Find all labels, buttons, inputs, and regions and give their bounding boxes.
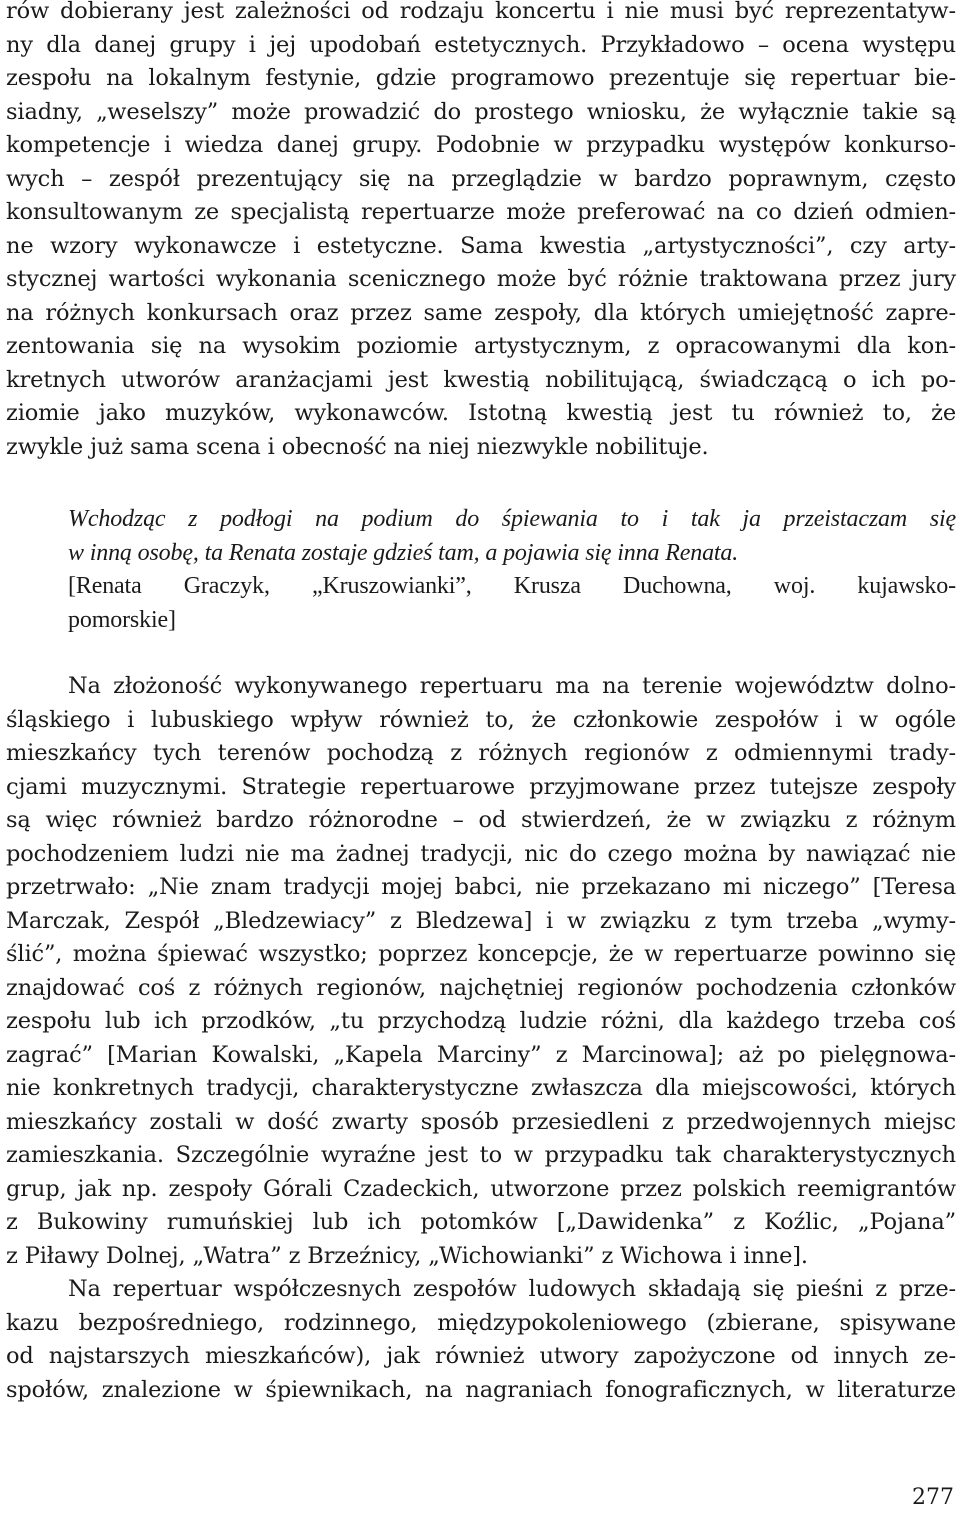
text-line: grup, jak np. zespoły Górali Czadeckich, utworzone przez polskich reemigrantów: [6, 1175, 956, 1202]
quote-line: w inną osobę, ta Renata zostaje gdzieś tam, a pojawia się inna Renata.: [68, 539, 739, 566]
text-line: cjami muzycznymi. Strategie repertuarowe przyjmowane przez tutejsze zespoły: [6, 773, 956, 800]
text-line: kazu bezpośredniego, rodzinnego, międzypokoleniowego (zbierane, spisywane: [6, 1309, 956, 1336]
page-number: 277: [912, 1485, 954, 1510]
text-line: kretnych utworów aranżacjami jest kwestią nobilitującą, świadczącą o ich po-: [6, 366, 956, 393]
text-line: wych – zespół prezentujący się na przeglądzie w bardzo poprawnym, często: [6, 165, 956, 192]
text-line: stycznej wartości wykonania scenicznego może być różnie traktowana przez jury: [6, 266, 956, 292]
text-line: Marczak, Zespół „Bledzewiacy” z Bledzewa] i w związku z tym trzeba „wymy-: [6, 907, 956, 934]
quote-source-line: [Renata Graczyk, „Kruszowianki”, Krusza Duchowna, woj. kujawsko-: [68, 573, 956, 599]
text-line: zamieszkania. Szczególnie wyraźne jest to w przypadku tak charakterystycznych: [6, 1142, 956, 1168]
text-line: mieszkańcy zostali w dość zwarty sposób przesiedleni z przedwojennych miejsc: [6, 1108, 956, 1135]
quote-source-line: pomorskie]: [68, 606, 176, 633]
text-line: znajdować coś z różnych regionów, najchętniej regionów pochodzenia członków: [6, 974, 956, 1001]
text-line: śląskiego i lubuskiego wpływ również to, że członkowie zespołów i w ogóle: [6, 706, 956, 733]
text-line: Na repertuar współczesnych zespołów ludowych składają się pieśni z prze-: [68, 1276, 956, 1302]
text-line: nie konkretnych tradycji, charakterystyczne zwłaszcza dla miejscowości, których: [6, 1075, 956, 1101]
text-line: ślić”, można śpiewać wszystko; poprzez koncepcje, że w repertuarze powinno się: [6, 941, 956, 967]
text-line: Na złożoność wykonywanego repertuaru ma na terenie województw dolno-: [68, 673, 956, 699]
text-line: zespołu lub ich przodków, „tu przychodzą ludzie różni, dla każdego trzeba coś: [6, 1008, 956, 1034]
text-line: ziomie jako muzyków, wykonawców. Istotną kwestią jest tu również to, że: [6, 400, 956, 426]
text-line: z Bukowiny rumuńskiej lub ich potomków [„Dawidenka” z Koźlic, „Pojana”: [6, 1209, 956, 1235]
text-line: kompetencje i wiedza danej grupy. Podobnie w przypadku występów konkurso-: [6, 132, 956, 158]
body-paragraph-1: [6, 0, 956, 464]
body-paragraph-2: [6, 670, 956, 1273]
quote-line: Wchodząc z podłogi na podium do śpiewania to i tak ja przeistaczam się: [68, 506, 956, 532]
text-line: od najstarszych mieszkańców), jak również utwory zapożyczone od innych ze-: [6, 1343, 956, 1369]
text-line: pochodzeniem ludzi nie ma żadnej tradycji, nic do czego można by nawiązać nie: [6, 840, 956, 867]
text-line: z Piławy Dolnej, „Watra” z Brzeźnicy, „Wichowianki” z Wichowa i inne].: [6, 1242, 808, 1269]
text-line: ny dla danej grupy i jej upodobań estetycznych. Przykładowo – ocena występu: [6, 31, 956, 58]
block-quote: [68, 503, 956, 637]
text-line: ne wzory wykonawcze i estetyczne. Sama kwestia „artystyczności”, czy arty-: [6, 232, 956, 259]
text-line: społów, znalezione w śpiewnikach, na nagraniach fonograficznych, w literaturze: [6, 1376, 956, 1403]
text-line: rów dobierany jest zależności od rodzaju koncertu i nie musi być reprezentatyw-: [6, 0, 956, 24]
body-paragraph-3: [6, 1273, 956, 1407]
text-line: zagrać” [Marian Kowalski, „Kapela Marciny” z Marcinowa]; aż po pielęgnowa-: [6, 1041, 956, 1068]
text-line: siadny, „weselszy” może prowadzić do prostego wniosku, że wyłącznie takie są: [6, 98, 956, 125]
text-line: na różnych konkursach oraz przez same zespoły, dla których umiejętność zapre-: [6, 299, 956, 326]
text-line: przetrwało: „Nie znam tradycji mojej babci, nie przekazano mi niczego” [Teresa: [6, 874, 956, 900]
text-line: zwykle już sama scena i obecność na niej niezwykle nobilituje.: [6, 433, 709, 460]
text-line: mieszkańcy tych terenów pochodzą z różnych regionów z odmiennymi trady-: [6, 740, 956, 766]
text-line: są więc również bardzo różnorodne – od stwierdzeń, że w związku z różnym: [6, 807, 956, 833]
text-line: zentowania się na wysokim poziomie artystycznym, z opracowanymi dla kon-: [6, 333, 956, 359]
text-line: konsultowanym ze specjalistą repertuarze może preferować na co dzień odmien-: [6, 199, 956, 225]
text-line: zespołu na lokalnym festynie, gdzie programowo prezentuje się repertuar bie-: [6, 65, 956, 91]
